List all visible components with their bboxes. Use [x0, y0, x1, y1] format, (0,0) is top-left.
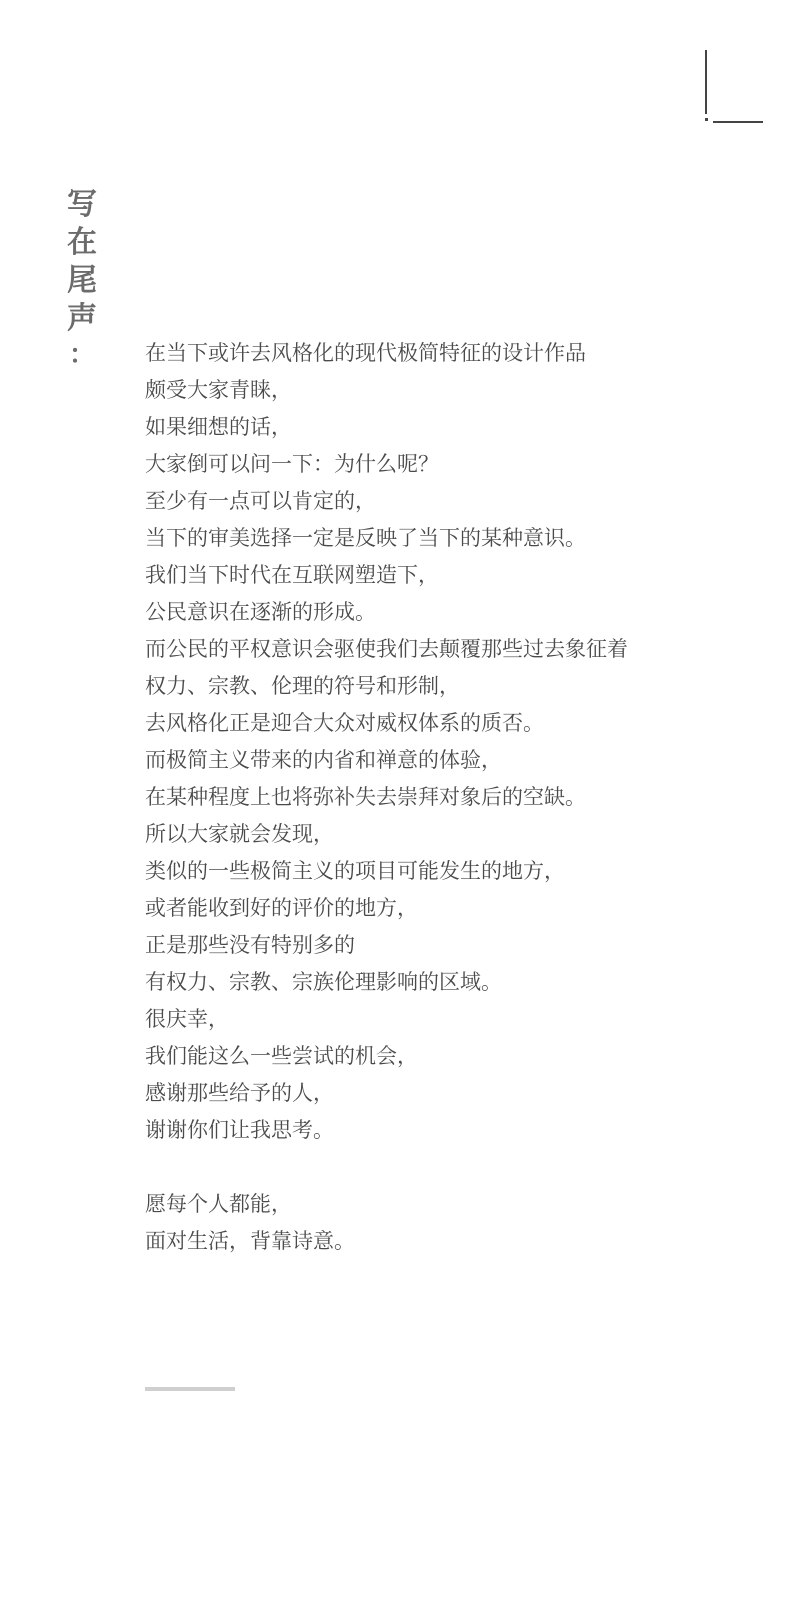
corner-horizontal-line — [713, 121, 763, 123]
text-line: 所以大家就会发现， — [145, 822, 334, 846]
epilogue-text — [145, 335, 765, 1260]
title-char: 声 — [67, 301, 97, 336]
text-line: 如果细想的话， — [145, 415, 292, 439]
text-line: 而公民的平权意识会驱使我们去颠覆那些过去象征着 — [145, 637, 628, 661]
text-line: 在当下或许去风格化的现代极简特征的设计作品 — [145, 341, 586, 365]
corner-dot — [705, 118, 708, 121]
text-line: 权力、宗教、伦理的符号和形制， — [145, 674, 460, 698]
title-char: 尾 — [67, 263, 97, 298]
text-line: 我们当下时代在互联网塑造下， — [145, 563, 439, 587]
text-line: 当下的审美选择一定是反映了当下的某种意识。 — [145, 526, 586, 550]
text-line: 正是那些没有特别多的 — [145, 933, 355, 957]
title-colon: ： — [68, 340, 95, 370]
text-line: 类似的一些极简主义的项目可能发生的地方， — [145, 859, 565, 883]
text-line: 很庆幸， — [145, 1007, 229, 1031]
text-line: 我们能这么一些尝试的机会， — [145, 1044, 418, 1068]
text-line: 至少有一点可以肯定的， — [145, 489, 376, 513]
text-line: 去风格化正是迎合大众对威权体系的质否。 — [145, 711, 544, 735]
text-line: 面对生活，背靠诗意。 — [145, 1229, 355, 1253]
text-line: 感谢那些给予的人， — [145, 1081, 334, 1105]
text-line: 谢谢你们让我思考。 — [145, 1118, 334, 1142]
text-line: 在某种程度上也将弥补失去崇拜对象后的空缺。 — [145, 785, 586, 809]
blank-line — [145, 1149, 765, 1186]
title-char: 在 — [67, 225, 97, 260]
text-line: 而极简主义带来的内省和禅意的体验， — [145, 748, 502, 772]
section-title-vertical — [64, 186, 100, 372]
corner-decoration — [705, 50, 763, 125]
text-line: 公民意识在逐渐的形成。 — [145, 600, 376, 624]
title-char: 写 — [67, 187, 97, 222]
text-line: 愿每个人都能， — [145, 1192, 292, 1216]
text-line: 有权力、宗教、宗族伦理影响的区域。 — [145, 970, 502, 994]
closing-accent-bar — [145, 1387, 235, 1391]
text-line: 大家倒可以问一下：为什么呢？ — [145, 452, 439, 476]
text-line: 颇受大家青睐， — [145, 378, 292, 402]
text-line: 或者能收到好的评价的地方， — [145, 896, 418, 920]
corner-vertical-line — [705, 50, 707, 114]
